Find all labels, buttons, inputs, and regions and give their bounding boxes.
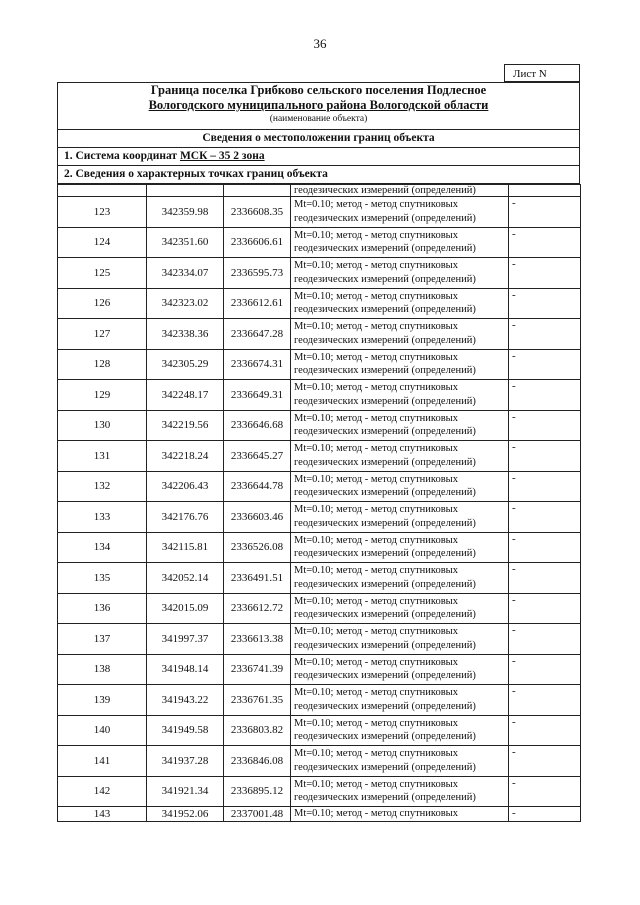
remark: - bbox=[509, 776, 581, 807]
accuracy-note-line1: Mt=0.10; метод - метод спутниковых bbox=[294, 534, 458, 546]
coord-y: 2337001.48 bbox=[224, 807, 291, 822]
coord-y: 2336649.31 bbox=[224, 380, 291, 411]
coord-system-prefix: 1. Система координат bbox=[64, 150, 180, 162]
object-title-line2: Вологодского муниципального района Вологодской области bbox=[148, 98, 489, 112]
accuracy-note bbox=[291, 715, 509, 746]
table-row-last bbox=[58, 807, 581, 822]
accuracy-note bbox=[291, 471, 509, 502]
accuracy-note bbox=[291, 532, 509, 563]
coord-y: 2336645.27 bbox=[224, 441, 291, 472]
accuracy-note bbox=[291, 563, 509, 594]
accuracy-note-line1: Mt=0.10; метод - метод спутниковых bbox=[294, 778, 458, 790]
remark: - bbox=[509, 197, 581, 228]
accuracy-note bbox=[291, 349, 509, 380]
object-subtitle: (наименование объекта) bbox=[269, 114, 368, 124]
point-number: 135 bbox=[58, 563, 147, 594]
table-row bbox=[58, 380, 581, 411]
point-number: 138 bbox=[58, 654, 147, 685]
continuation-note: геодезических измерений (определений) bbox=[291, 185, 509, 197]
accuracy-note bbox=[291, 288, 509, 319]
accuracy-note bbox=[291, 654, 509, 685]
point-number: 128 bbox=[58, 349, 147, 380]
accuracy-note-line1: Mt=0.10; метод - метод спутниковых bbox=[294, 290, 458, 302]
coord-x: 341943.22 bbox=[147, 685, 224, 716]
accuracy-note bbox=[291, 593, 509, 624]
table-row bbox=[58, 715, 581, 746]
coord-y: 2336647.28 bbox=[224, 319, 291, 350]
accuracy-note bbox=[291, 502, 509, 533]
sheet-label: Лист N bbox=[504, 64, 580, 82]
coord-x: 342219.56 bbox=[147, 410, 224, 441]
point-number: 131 bbox=[58, 441, 147, 472]
accuracy-note: Mt=0.10; метод - метод спутниковых bbox=[291, 807, 509, 822]
coord-y: 2336803.82 bbox=[224, 715, 291, 746]
point-number: 137 bbox=[58, 624, 147, 655]
accuracy-note-line2: геодезических измерений (определений) bbox=[294, 334, 476, 346]
coord-x: 341952.06 bbox=[147, 807, 224, 822]
accuracy-note-line2: геодезических измерений (определений) bbox=[294, 304, 476, 316]
coord-x: 342015.09 bbox=[147, 593, 224, 624]
coord-x: 342206.43 bbox=[147, 471, 224, 502]
accuracy-note-line2: геодезических измерений (определений) bbox=[294, 212, 476, 224]
point-number: 139 bbox=[58, 685, 147, 716]
coord-x: 342248.17 bbox=[147, 380, 224, 411]
remark: - bbox=[509, 471, 581, 502]
accuracy-note bbox=[291, 258, 509, 289]
table-row bbox=[58, 776, 581, 807]
accuracy-note-line1: Mt=0.10; метод - метод спутниковых bbox=[294, 717, 458, 729]
accuracy-note-line2: геодезических измерений (определений) bbox=[294, 792, 476, 804]
coord-x: 342323.02 bbox=[147, 288, 224, 319]
accuracy-note-line2: геодезических измерений (определений) bbox=[294, 487, 476, 499]
accuracy-note-line1: Mt=0.10; метод - метод спутниковых bbox=[294, 687, 458, 699]
coord-y: 2336603.46 bbox=[224, 502, 291, 533]
table-row bbox=[58, 471, 581, 502]
accuracy-note-line2: геодезических измерений (определений) bbox=[294, 548, 476, 560]
remark: - bbox=[509, 380, 581, 411]
coord-y: 2336606.61 bbox=[224, 227, 291, 258]
accuracy-note-line1: Mt=0.10; метод - метод спутниковых bbox=[294, 656, 458, 668]
coord-x: 342052.14 bbox=[147, 563, 224, 594]
point-number: 127 bbox=[58, 319, 147, 350]
table-row-continuation bbox=[58, 185, 581, 197]
remark: - bbox=[509, 654, 581, 685]
point-number: 132 bbox=[58, 471, 147, 502]
coord-x: 342334.07 bbox=[147, 258, 224, 289]
coord-y: 2336644.78 bbox=[224, 471, 291, 502]
accuracy-note-line2: геодезических измерений (определений) bbox=[294, 273, 476, 285]
accuracy-note bbox=[291, 441, 509, 472]
remark: - bbox=[509, 685, 581, 716]
table-row bbox=[58, 685, 581, 716]
accuracy-note-line2: геодезических измерений (определений) bbox=[294, 609, 476, 621]
table-row bbox=[58, 654, 581, 685]
remark: - bbox=[509, 593, 581, 624]
accuracy-note bbox=[291, 197, 509, 228]
accuracy-note-line2: геодезических измерений (определений) bbox=[294, 761, 476, 773]
remark: - bbox=[509, 746, 581, 777]
coord-x: 342115.81 bbox=[147, 532, 224, 563]
point-number: 142 bbox=[58, 776, 147, 807]
point-number: 130 bbox=[58, 410, 147, 441]
accuracy-note-line2: геодезических измерений (определений) bbox=[294, 670, 476, 682]
table-row bbox=[58, 532, 581, 563]
coord-x: 342351.60 bbox=[147, 227, 224, 258]
point-number: 125 bbox=[58, 258, 147, 289]
accuracy-note-line1: Mt=0.10; метод - метод спутниковых bbox=[294, 382, 458, 394]
point-number: 133 bbox=[58, 502, 147, 533]
point-number: 136 bbox=[58, 593, 147, 624]
coord-system bbox=[57, 148, 580, 166]
table-row bbox=[58, 319, 581, 350]
coord-y: 2336761.35 bbox=[224, 685, 291, 716]
coord-x: 341997.37 bbox=[147, 624, 224, 655]
accuracy-note bbox=[291, 776, 509, 807]
table-row bbox=[58, 258, 581, 289]
coord-x: 341948.14 bbox=[147, 654, 224, 685]
accuracy-note-line1: Mt=0.10; метод - метод спутниковых bbox=[294, 351, 458, 363]
accuracy-note-line1: Mt=0.10; метод - метод спутниковых bbox=[294, 595, 458, 607]
remark: - bbox=[509, 227, 581, 258]
object-title-line1: Граница поселка Грибково сельского поселения Подлесное bbox=[150, 83, 487, 97]
point-number: 141 bbox=[58, 746, 147, 777]
table-row bbox=[58, 227, 581, 258]
coord-y: 2336846.08 bbox=[224, 746, 291, 777]
accuracy-note bbox=[291, 746, 509, 777]
section-title: Сведения о местоположении границ объекта bbox=[57, 130, 580, 148]
accuracy-note-line1: Mt=0.10; метод - метод спутниковых bbox=[294, 473, 458, 485]
coord-y: 2336526.08 bbox=[224, 532, 291, 563]
coord-x: 341921.34 bbox=[147, 776, 224, 807]
accuracy-note-line2: геодезических измерений (определений) bbox=[294, 731, 476, 743]
point-number: 129 bbox=[58, 380, 147, 411]
accuracy-note-line1: Mt=0.10; метод - метод спутниковых bbox=[294, 565, 458, 577]
accuracy-note bbox=[291, 380, 509, 411]
coord-y: 2336613.38 bbox=[224, 624, 291, 655]
point-number: 143 bbox=[58, 807, 147, 822]
remark: - bbox=[509, 715, 581, 746]
accuracy-note-line1: Mt=0.10; метод - метод спутниковых bbox=[294, 412, 458, 424]
page-number: 36 bbox=[313, 36, 327, 51]
table-row bbox=[58, 197, 581, 228]
accuracy-note-line2: геодезических измерений (определений) bbox=[294, 578, 476, 590]
accuracy-note-line2: геодезических измерений (определений) bbox=[294, 517, 476, 529]
remark: - bbox=[509, 502, 581, 533]
remark: - bbox=[509, 258, 581, 289]
coord-y: 2336674.31 bbox=[224, 349, 291, 380]
table-row bbox=[58, 288, 581, 319]
remark: - bbox=[509, 288, 581, 319]
coord-x: 342359.98 bbox=[147, 197, 224, 228]
accuracy-note-line2: геодезических измерений (определений) bbox=[294, 365, 476, 377]
coord-x: 342176.76 bbox=[147, 502, 224, 533]
accuracy-note-line2: геодезических измерений (определений) bbox=[294, 456, 476, 468]
accuracy-note-line2: геодезических измерений (определений) bbox=[294, 243, 476, 255]
points-title: 2. Сведения о характерных точках границ объекта bbox=[57, 166, 580, 184]
remark: - bbox=[509, 624, 581, 655]
points-table bbox=[57, 184, 581, 822]
table-row bbox=[58, 593, 581, 624]
table-row bbox=[58, 563, 581, 594]
table-row bbox=[58, 502, 581, 533]
accuracy-note-line2: геодезических измерений (определений) bbox=[294, 395, 476, 407]
accuracy-note-line1: Mt=0.10; метод - метод спутниковых bbox=[294, 443, 458, 455]
remark: - bbox=[509, 807, 581, 822]
point-number: 123 bbox=[58, 197, 147, 228]
accuracy-note-line1: Mt=0.10; метод - метод спутниковых bbox=[294, 199, 458, 211]
accuracy-note bbox=[291, 227, 509, 258]
accuracy-note-line1: Mt=0.10; метод - метод спутниковых bbox=[294, 260, 458, 272]
accuracy-note bbox=[291, 319, 509, 350]
coord-system-value: МСК – 35 2 зона bbox=[179, 150, 265, 162]
point-number: 134 bbox=[58, 532, 147, 563]
table-row bbox=[58, 441, 581, 472]
table-row bbox=[58, 746, 581, 777]
accuracy-note-line1: Mt=0.10; метод - метод спутниковых bbox=[294, 504, 458, 516]
accuracy-note-line1: Mt=0.10; метод - метод спутниковых bbox=[294, 321, 458, 333]
point-number: 140 bbox=[58, 715, 147, 746]
table-row bbox=[58, 410, 581, 441]
coord-x: 342305.29 bbox=[147, 349, 224, 380]
accuracy-note-line2: геодезических измерений (определений) bbox=[294, 700, 476, 712]
coord-x: 341937.28 bbox=[147, 746, 224, 777]
coord-y: 2336646.68 bbox=[224, 410, 291, 441]
document-frame bbox=[57, 82, 580, 822]
coord-y: 2336612.72 bbox=[224, 593, 291, 624]
point-number: 124 bbox=[58, 227, 147, 258]
table-row bbox=[58, 349, 581, 380]
coord-y: 2336608.35 bbox=[224, 197, 291, 228]
accuracy-note-line1: Mt=0.10; метод - метод спутниковых bbox=[294, 748, 458, 760]
coord-y: 2336741.39 bbox=[224, 654, 291, 685]
accuracy-note-line2: геодезических измерений (определений) bbox=[294, 426, 476, 438]
accuracy-note bbox=[291, 410, 509, 441]
remark: - bbox=[509, 349, 581, 380]
accuracy-note bbox=[291, 685, 509, 716]
coord-x: 342218.24 bbox=[147, 441, 224, 472]
accuracy-note-line2: геодезических измерений (определений) bbox=[294, 639, 476, 651]
accuracy-note-line1: Mt=0.10; метод - метод спутниковых bbox=[294, 626, 458, 638]
remark: - bbox=[509, 532, 581, 563]
remark: - bbox=[509, 410, 581, 441]
coord-y: 2336612.61 bbox=[224, 288, 291, 319]
coord-y: 2336895.12 bbox=[224, 776, 291, 807]
coord-x: 342338.36 bbox=[147, 319, 224, 350]
accuracy-note bbox=[291, 624, 509, 655]
point-number: 126 bbox=[58, 288, 147, 319]
coord-y: 2336491.51 bbox=[224, 563, 291, 594]
table-row bbox=[58, 624, 581, 655]
remark: - bbox=[509, 441, 581, 472]
coord-x: 341949.58 bbox=[147, 715, 224, 746]
remark: - bbox=[509, 563, 581, 594]
object-header bbox=[57, 82, 580, 130]
accuracy-note-line1: Mt=0.10; метод - метод спутниковых bbox=[294, 229, 458, 241]
coord-y: 2336595.73 bbox=[224, 258, 291, 289]
remark: - bbox=[509, 319, 581, 350]
